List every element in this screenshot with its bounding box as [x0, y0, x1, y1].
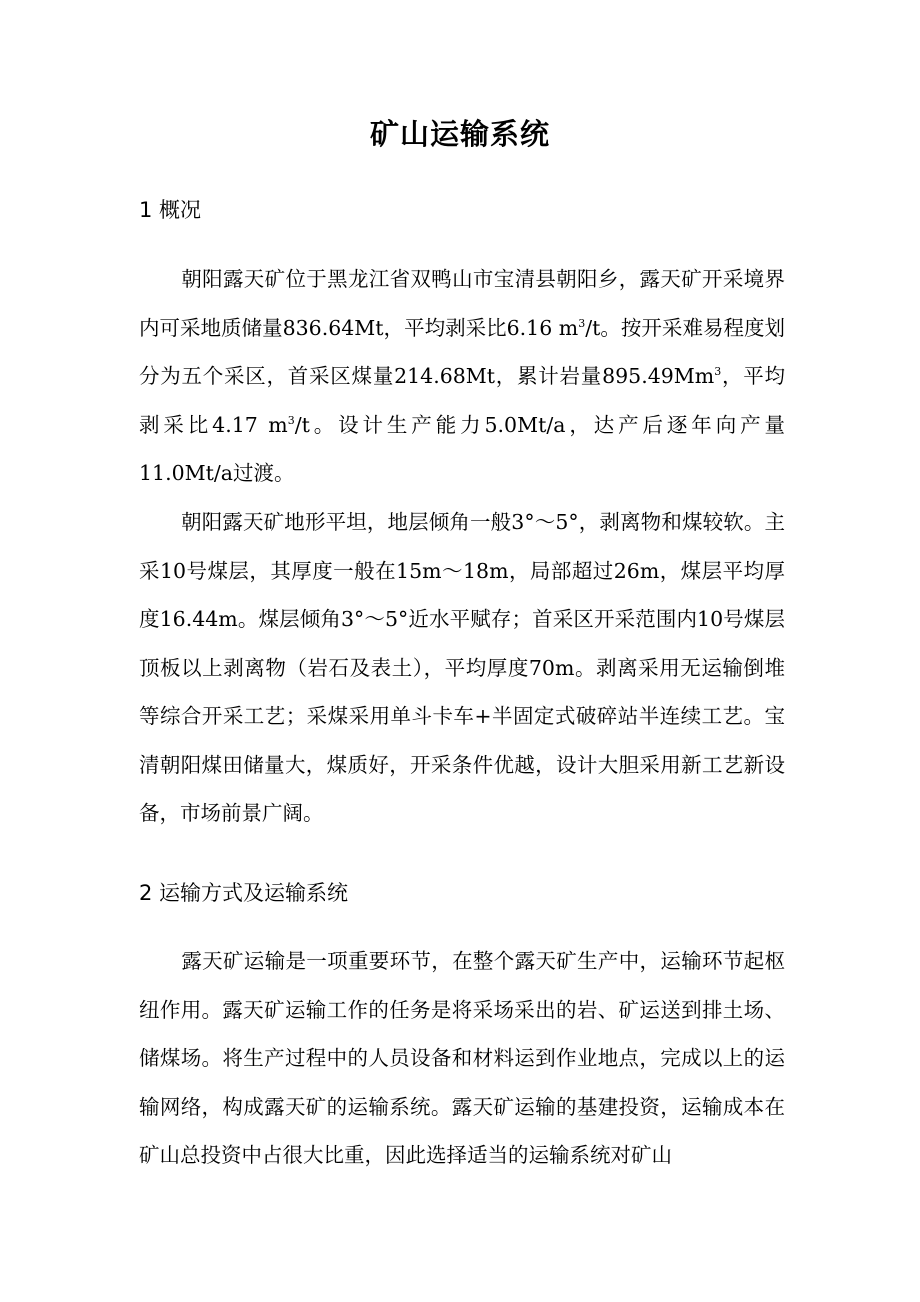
paragraph-transport-1 — [139, 937, 785, 1180]
paragraph-text: /t。按开采难易程度划分为五个采区，首采区煤量214.68Mt，累计岩量895.49Mm — [139, 315, 785, 388]
section-heading-overview: 1 概况 — [139, 198, 202, 222]
superscript: 3 — [578, 316, 586, 330]
superscript: 3 — [714, 365, 722, 379]
document-title: 矿山运输系统 — [369, 117, 550, 151]
section-heading-transport: 2 运输方式及运输系统 — [139, 881, 349, 905]
paragraph-text: ，平均剥采比4.17 m — [139, 364, 786, 437]
paragraph-text: 朝阳露天矿位于黑龙江省双鸭山市宝清县朝阳乡，露天矿开采境界内可采地质储量836.64Mt，平均剥采比6.16 m — [139, 267, 785, 340]
paragraph-overview-1 — [139, 255, 785, 498]
paragraph-text: 朝阳露天矿地形平坦，地层倾角一般3°～5°，剥离物和煤较软。主采10号煤层，其厚度一般在15m～18m，局部超过26m，煤层平均厚度16.44m。煤层倾角3°～5°近水平赋存；首采区开采范围内10号煤层顶板以上剥离物（岩石及表土），平均厚度70m。剥离采用无运输倒堆等综合开采工艺；采煤采用单斗卡车+半固定式破碎站半连续工艺。宝清朝阳煤田储量大，煤质好，开采条件优越，设计大胆采用新工艺新设备，市场前景广阔。 — [139, 510, 785, 825]
paragraph-overview-2 — [139, 498, 785, 838]
paragraph-text: /t。设计生产能力5.0Mt/a，达产后逐年向产量11.0Mt/a过渡。 — [139, 412, 785, 485]
paragraph-text: 露天矿运输是一项重要环节，在整个露天矿生产中，运输环节起枢纽作用。露天矿运输工作的任务是将采场采出的岩、矿运送到排土场、储煤场。将生产过程中的人员设备和材料运到作业地点，完成以上的运输网络，构成露天矿的运输系统。露天矿运输的基建投资，运输成本在矿山总投资中占很大比重，因此选择适当的运输系统对矿山 — [139, 949, 785, 1167]
superscript: 3 — [287, 413, 295, 427]
